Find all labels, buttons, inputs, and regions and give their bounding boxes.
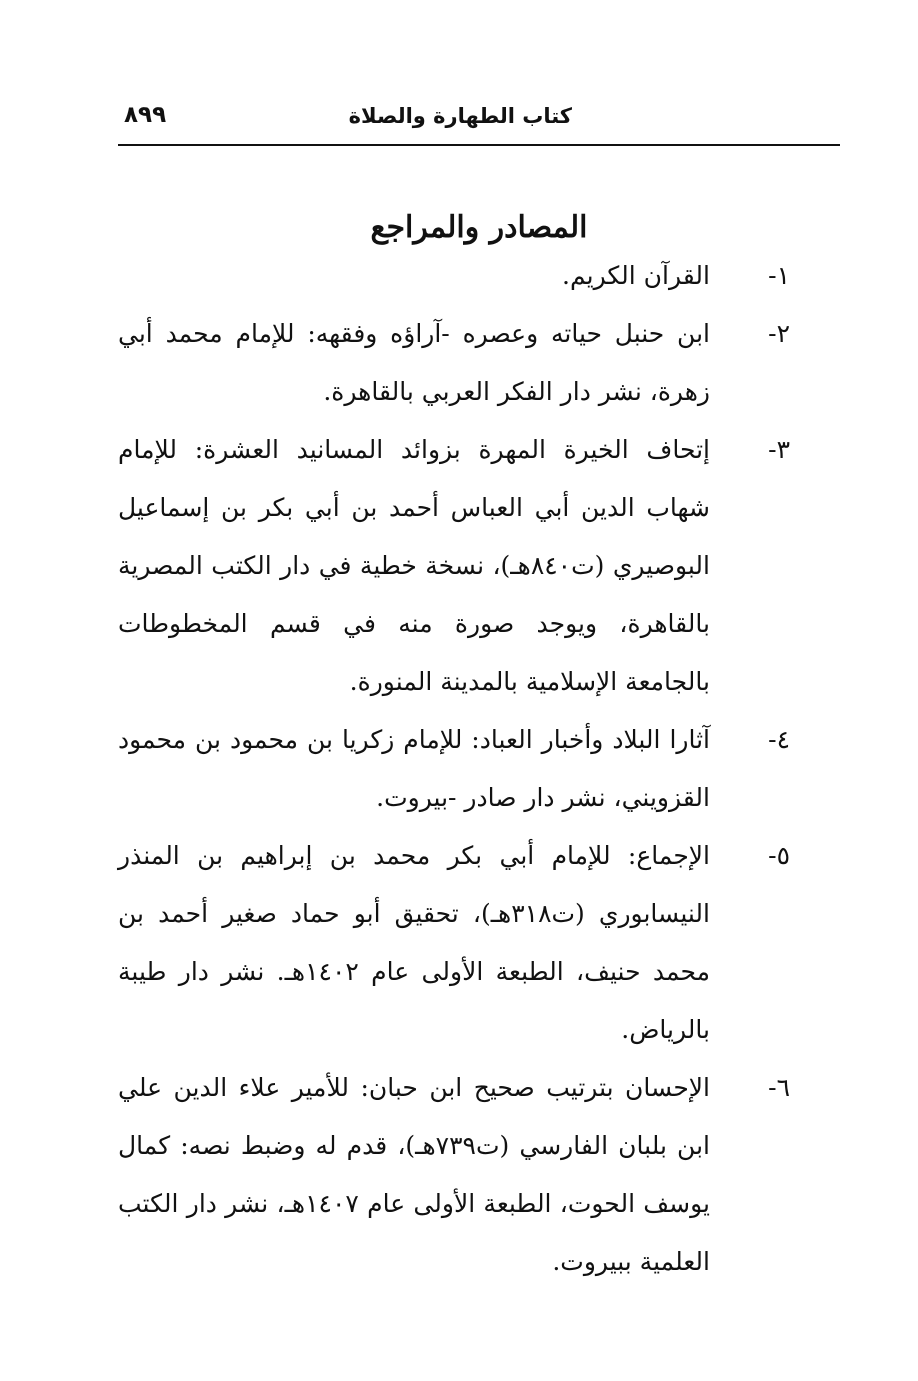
- reference-number: ٥-: [768, 841, 790, 870]
- reference-number: ٦-: [768, 1073, 790, 1102]
- reference-text: القرآن الكريم.: [562, 261, 710, 290]
- reference-item: [118, 711, 790, 827]
- reference-text: ابن حنبل حياته وعصره -آراؤه وفقهه: للإمام محمد أبي زهرة، نشر دار الفكر العربي بالقاهرة.: [118, 319, 710, 406]
- reference-number: ٣-: [768, 435, 790, 464]
- section-title: المصادر والمراجع: [370, 210, 588, 246]
- reference-number: ١-: [768, 261, 790, 290]
- reference-item: [118, 421, 790, 711]
- book-title: كتاب الطهارة والصلاة: [348, 104, 572, 128]
- reference-text: الإحسان بترتيب صحيح ابن حبان: للأمير علاء الدين علي ابن بلبان الفارسي (ت٧٣٩هـ)، قدم له وضبط نصه: كمال يوسف الحوت، الطبعة الأولى عام ١٤٠٧هـ، نشر دار الكتب العلمية ببيروت.: [118, 1073, 710, 1276]
- reference-number: ٤-: [768, 725, 790, 754]
- reference-text: الإجماع: للإمام أبي بكر محمد بن إبراهيم بن المنذر النيسابوري (ت٣١٨هـ)، تحقيق أبو حماد صغير أحمد بن محمد حنيف، الطبعة الأولى عام ١٤٠٢هـ. نشر دار طيبة بالرياض.: [118, 841, 711, 1044]
- reference-item: [118, 827, 790, 1059]
- reference-item: [118, 305, 790, 421]
- references-list: [118, 247, 790, 1291]
- reference-text: إتحاف الخيرة المهرة بزوائد المسانيد العشرة: للإمام شهاب الدين أبي العباس أحمد بن أبي بكر بن إسماعيل البوصيري (ت٨٤٠هـ)، نسخة خطية في دار الكتب المصرية بالقاهرة، ويوجد صورة منه في قسم المخطوطات بالجامعة الإسلامية بالمدينة المنورة.: [118, 435, 710, 696]
- reference-item: [118, 1059, 790, 1291]
- reference-text: آثارا البلاد وأخبار العباد: للإمام زكريا بن محمود بن محمود القزويني، نشر دار صادر -بيروت.: [118, 725, 710, 812]
- page-header: [118, 98, 840, 146]
- reference-item: [118, 247, 790, 305]
- reference-number: ٢-: [768, 319, 790, 348]
- page-number: ٨٩٩: [124, 102, 167, 128]
